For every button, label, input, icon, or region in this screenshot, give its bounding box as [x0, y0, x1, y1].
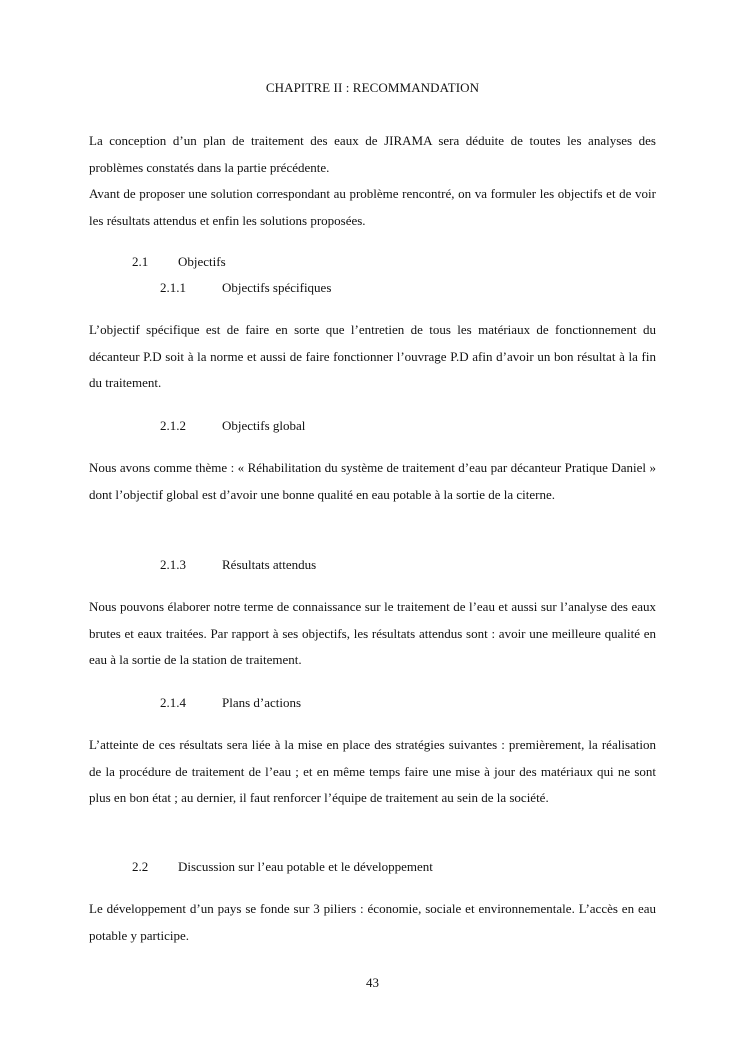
paragraph-objectifs-specifiques: L’objectif spécifique est de faire en sorte que l’entretien de tous les matériaux de fonctionnement du décanteur P.D soit à la norme et aussi de faire fonctionner l’ouvrage P.D afin d’avoir un bon résultat à la fin du traitement.	[89, 322, 656, 391]
subsection-number: 2.1.3	[160, 557, 186, 572]
section-title: Discussion sur l’eau potable et le développement	[178, 859, 433, 874]
section-title: Objectifs	[178, 254, 226, 269]
subsection-heading-objectifs-specifiques	[160, 280, 331, 296]
subsection-heading-plans-actions	[160, 695, 301, 711]
subsection-number: 2.1.2	[160, 418, 186, 433]
intro-paragraph-2: Avant de proposer une solution correspondant au problème rencontré, on va formuler les objectifs et de voir les résultats attendus et enfin les solutions proposées.	[89, 186, 656, 228]
subsection-title: Objectifs spécifiques	[222, 280, 332, 295]
subsection-number: 2.1.1	[160, 280, 186, 295]
paragraph-plans-actions: L’atteinte de ces résultats sera liée à la mise en place des stratégies suivantes : premièrement, la réalisation de la procédure de traitement de l’eau ; et en même temps faire une mise à jour des matériaux qui ne sont plus en bon état ; au dernier, il faut renforcer l’équipe de traitement au sein de la société.	[89, 737, 656, 806]
page-number: 43	[366, 975, 379, 990]
subsection-title: Plans d’actions	[222, 695, 302, 710]
intro-paragraph-1: La conception d’un plan de traitement des eaux de JIRAMA sera déduite de toutes les analyses des problèmes constatés dans la partie précédente.	[89, 133, 656, 175]
subsection-title: Résultats attendus	[222, 557, 317, 572]
section-number: 2.1	[132, 254, 149, 269]
section-heading-discussion	[132, 859, 433, 875]
subsection-heading-resultats-attendus	[160, 557, 316, 573]
section-number: 2.2	[132, 859, 149, 874]
section-heading-objectifs	[132, 254, 226, 270]
paragraph-resultats-attendus: Nous pouvons élaborer notre terme de connaissance sur le traitement de l’eau et aussi sur l’analyse des eaux brutes et eaux traitées. Par rapport à ses objectifs, les résultats attendus sont : avoir une meilleure qualité en eau à la sortie de la station de traitement.	[89, 599, 656, 668]
paragraph-objectifs-global: Nous avons comme thème : « Réhabilitation du système de traitement d’eau par décanteur Pratique Daniel » dont l’objectif global est d’avoir une bonne qualité en eau potable à la sortie de la citerne.	[89, 460, 656, 502]
subsection-number: 2.1.4	[160, 695, 186, 710]
chapter-title: CHAPITRE II : RECOMMANDATION	[265, 80, 480, 95]
paragraph-discussion: Le développement d’un pays se fonde sur 3 piliers : économie, sociale et environnementale. L’accès en eau potable y participe.	[89, 901, 656, 943]
subsection-heading-objectifs-global	[160, 418, 305, 434]
subsection-title: Objectifs global	[222, 418, 306, 433]
